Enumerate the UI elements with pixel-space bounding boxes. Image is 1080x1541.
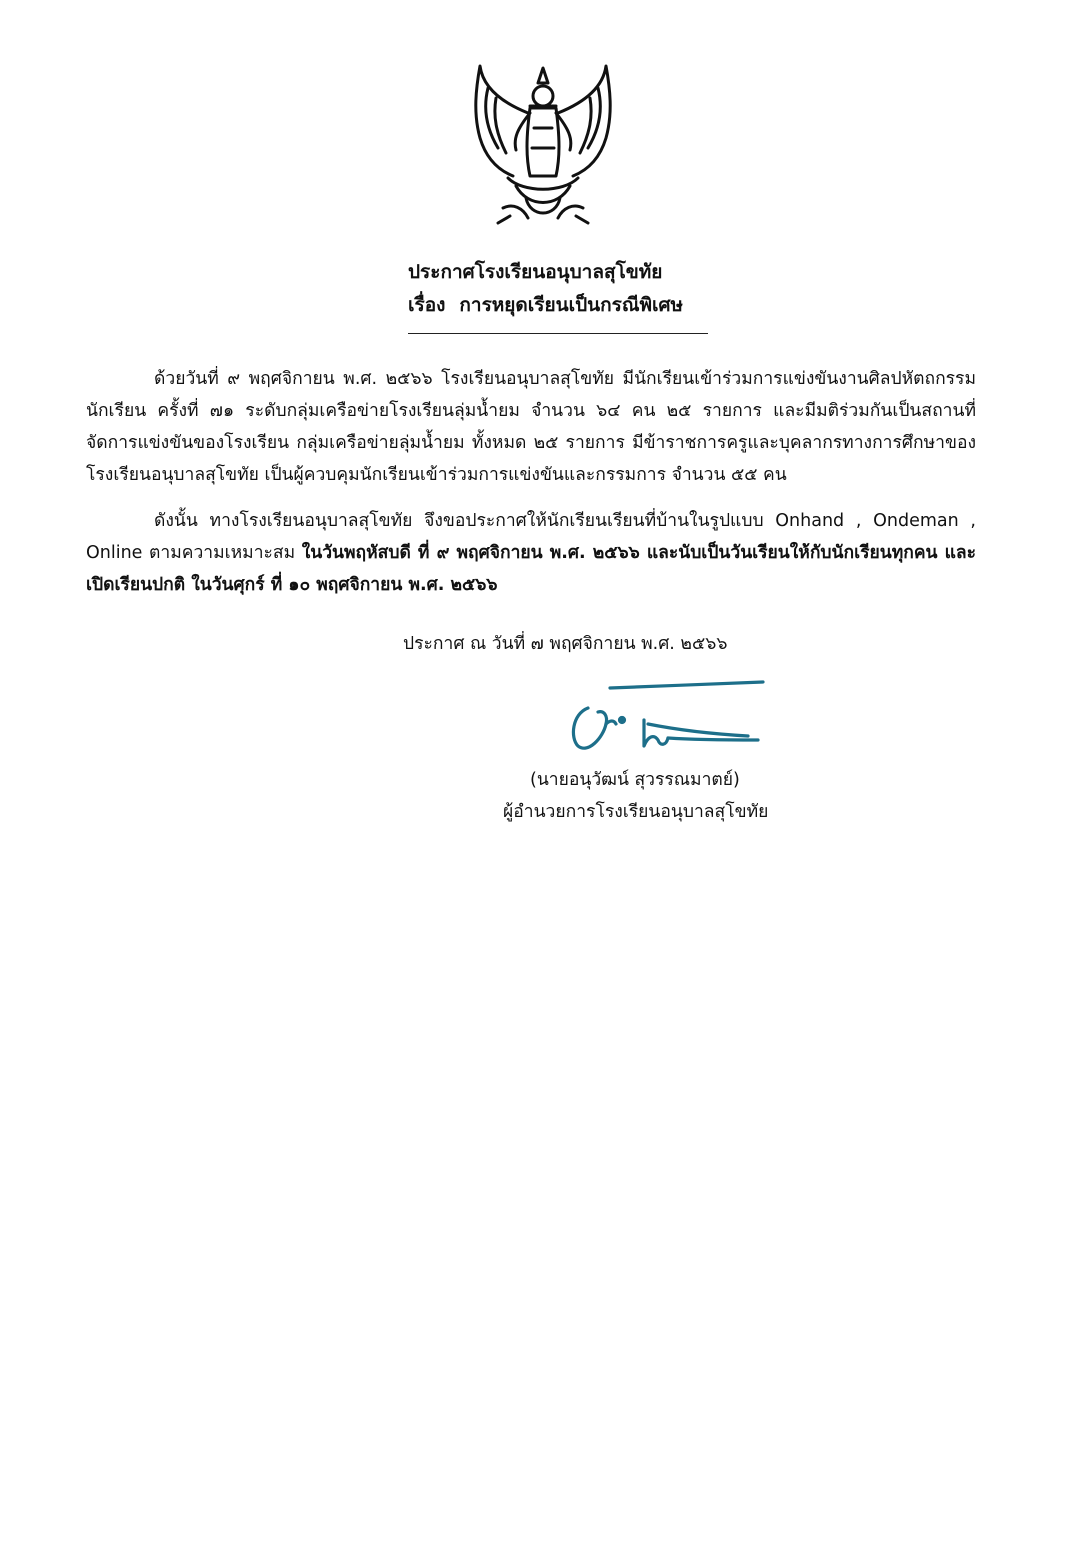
signer-position: ผู้อำนวยการโรงเรียนอนุบาลสุโขทัย bbox=[503, 802, 769, 822]
subject-text: การหยุดเรียนเป็นกรณีพิเศษ bbox=[459, 294, 684, 316]
garuda-emblem-icon bbox=[468, 58, 618, 233]
body-paragraph-2 bbox=[86, 505, 976, 601]
announcement-subject bbox=[408, 290, 683, 320]
announce-date: ประกาศ ณ วันที่ ๗ พฤศจิกายน พ.ศ. ๒๕๖๖ bbox=[403, 634, 728, 654]
announcement-title: ประกาศโรงเรียนอนุบาลสุโขทัย bbox=[408, 261, 663, 283]
signer-name: (นายอนุวัฒน์ สุวรรณมาตย์) bbox=[530, 770, 740, 790]
title-divider bbox=[408, 333, 708, 334]
body-paragraph-1: ด้วยวันที่ ๙ พฤศจิกายน พ.ศ. ๒๕๖๖ โรงเรียนอนุบาลสุโขทัย มีนักเรียนเข้าร่วมการแข่งขันงานศิลปหัตถกรรมนักเรียน ครั้งที่ ๗๑ ระดับกลุ่มเครือข่ายโรงเรียนลุ่มน้ำยม จำนวน ๖๔ คน ๒๕ รายการ และมีมติร่วมกันเป็นสถานที่จัดการแข่งขันของโรงเรียน กลุ่มเครือข่ายลุ่มน้ำยม ทั้งหมด ๒๕ รายการ มีข้าราชการครูและบุคลากรทางการศึกษาของโรงเรียนอนุบาลสุโขทัย เป็นผู้ควบคุมนักเรียนเข้าร่วมการแข่งขันและกรรมการ จำนวน ๕๕ คน bbox=[86, 369, 976, 485]
paragraph-2-bold-text: ในวันพฤหัสบดี ที่ ๙ พฤศจิกายน พ.ศ. ๒๕๖๖ และนับเป็นวันเรียนให้กับนักเรียนทุกคน และเปิดเรียนปกติ ในวันศุกร์ ที่ ๑๐ พฤศจิกายน พ.ศ. ๒๕๖๖ bbox=[86, 543, 976, 595]
paragraph-2-text: ดังนั้น ทางโรงเรียนอนุบาลสุโขทัย จึงขอประกาศให้นักเรียนเรียนที่บ้านในรูปแบบ Onhand , Ondeman , Online ตามความเหมาะสม bbox=[86, 511, 976, 563]
handwritten-signature bbox=[548, 676, 778, 766]
subject-label: เรื่อง bbox=[408, 294, 446, 316]
